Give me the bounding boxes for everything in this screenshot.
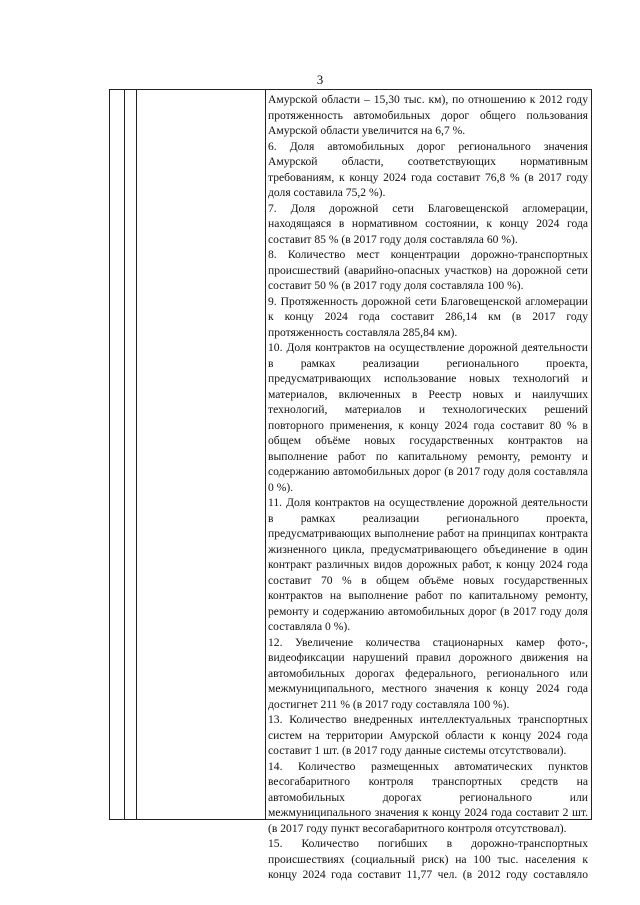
table-text-cell (268, 92, 588, 883)
paragraph: 15. Количество погибших в дорожно-транспортных происшествиях (социальный риск) на 100 тыс. населения к концу 2024 года составит 11,77 чел. (в 2012 году составляло (268, 837, 588, 881)
paragraph: Амурской области – 15,30 тыс. км), по отношению к 2012 году протяженность автомобильных дорог общего пользования Амурской области увеличится на 6,7 %. (268, 93, 588, 137)
table-column-divider (136, 90, 137, 819)
paragraph: 8. Количество мест концентрации дорожно-транспортных происшествий (аварийно-опасных участков) на дорожной сети составит 50 % (в 2017 году доля составляла 100 %). (268, 248, 588, 292)
paragraph: 6. Доля автомобильных дорог регионального значения Амурской области, соответствующих нормативным требованиям, к концу 2024 года составит 76,8 % (в 2017 году доля составила 75,2 %). (268, 139, 588, 199)
paragraph: 10. Доля контрактов на осуществление дорожной деятельности в рамках реализации регионального проекта, предусматривающих использование новых технологий и материалов, включенных в Реестр новых и наилучших технологий, материалов и технологических решений повторного применения, к концу 2024 года составит 80 % в общем объёме новых государственных контрактов на выполнение работ по капитальному ремонту, ремонту и содержанию автомобильных дорог (в 2017 году доля составляла 0 %). (268, 341, 588, 494)
paragraph: 9. Протяженность дорожной сети Благовещенской агломерации к концу 2024 года составит 286,14 км (в 2017 году протяженность составляла 285,84 км). (268, 294, 588, 339)
paragraph: 12. Увеличение количества стационарных камер фото-, видеофиксации нарушений правил дорожного движения на автомобильных дорогах федерального, регионального или межмуниципального, местного значения к концу 2024 года достигнет 211 % (в 2017 году составляла 100 %). (268, 635, 588, 711)
paragraph: 11. Доля контрактов на осуществление дорожной деятельности в рамках реализации регионального проекта, предусматривающих выполнение работ на принципах контракта жизненного цикла, предусматривающего объединение в один контракт различных видов дорожных работ, к концу 2024 года составит 70 % в общем объёме новых государственных контрактов на выполнение работ по капитальному ремонту, ремонту и содержанию автомобильных дорог (в 2017 году доля составляла 0 %). (268, 496, 588, 633)
document-table (109, 89, 592, 881)
paragraph: 7. Доля дорожной сети Благовещенской агломерации, находящаяся в нормативном состоянии, к концу 2024 года составит 85 % (в 2017 году доля составляла 60 %). (268, 201, 588, 246)
paragraph: 14. Количество размещенных автоматических пунктов весогабаритного контроля транспортных средств на автомобильных дорогах регионального или межмуниципального значения к концу 2024 года составит 2 шт. (в 2017 году пункт весогабаритного контроля отсутствовал). (268, 759, 588, 835)
page-number: 3 (316, 72, 324, 87)
paragraph: 13. Количество внедренных интеллектуальных транспортных систем на территории Амурской области к концу 2024 года составит 1 шт. (в 2017 году данные системы отсутствовали). (268, 713, 588, 757)
table-column-divider (265, 90, 266, 819)
table-column-divider (124, 90, 125, 819)
